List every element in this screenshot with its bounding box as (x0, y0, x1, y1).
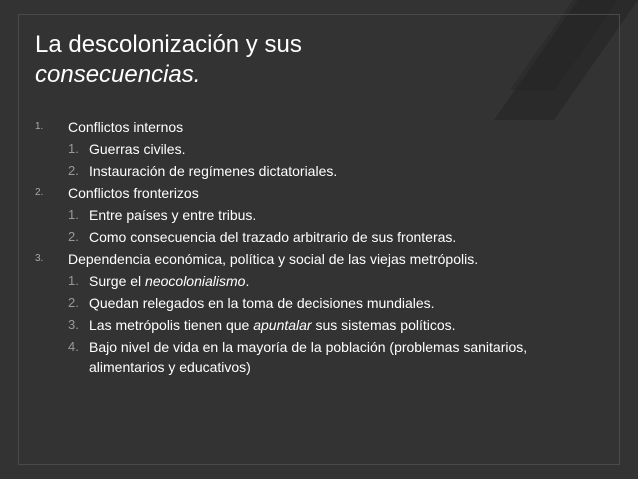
sub-item (35, 337, 595, 377)
sub-item-number: 2. (68, 295, 79, 310)
sub-item (35, 227, 595, 247)
sub-item (35, 161, 595, 181)
sub-item-text: Instauración de regímenes dictatoriales. (89, 163, 338, 179)
sub-item-emphasis: neocolonialismo (145, 273, 246, 289)
sub-item-number: 2. (68, 229, 79, 244)
title-line-2: consecuencias. (35, 61, 201, 88)
sub-item (35, 205, 595, 225)
content-list (35, 117, 595, 379)
sub-item-pre: Las metrópolis tienen que (89, 317, 254, 333)
title-line-1: La descolonización y sus (35, 31, 302, 58)
list-item (35, 249, 595, 269)
sub-item-number: 1. (68, 141, 79, 156)
sub-item-number: 4. (68, 339, 79, 354)
sub-item-text: Quedan relegados en la toma de decisiones mundiales. (89, 295, 435, 311)
sub-item (35, 139, 595, 159)
sub-item-number: 1. (68, 207, 79, 222)
sub-item (35, 315, 595, 335)
sub-item-text: Bajo nivel de vida en la mayoría de la población (problemas sanitarios, alimentarios y educativos) (89, 339, 528, 375)
sub-item-text: Como consecuencia del trazado arbitrario de sus fronteras. (89, 229, 457, 245)
sub-item-post: . (245, 273, 250, 289)
sub-item-number: 3. (68, 317, 79, 332)
sub-item-pre: Surge el (89, 273, 146, 289)
sub-item-number: 2. (68, 163, 79, 178)
list-item (35, 183, 595, 203)
item-number: 2. (35, 187, 44, 198)
slide-title (35, 30, 595, 90)
sub-item-post: sus sistemas políticos. (311, 317, 456, 333)
item-label: Conflictos fronterizos (68, 185, 199, 201)
item-number: 1. (35, 121, 44, 132)
sub-item (35, 293, 595, 313)
item-label: Dependencia económica, política y social de las viejas metrópolis. (68, 251, 479, 267)
sub-item-number: 1. (68, 273, 79, 288)
item-number: 3. (35, 253, 44, 264)
item-label: Conflictos internos (68, 119, 184, 135)
sub-item (35, 271, 595, 291)
sub-item-text: Guerras civiles. (89, 141, 186, 157)
sub-item-text: Entre países y entre tribus. (89, 207, 257, 223)
sub-item-emphasis: apuntalar (253, 317, 312, 333)
list-item (35, 117, 595, 137)
